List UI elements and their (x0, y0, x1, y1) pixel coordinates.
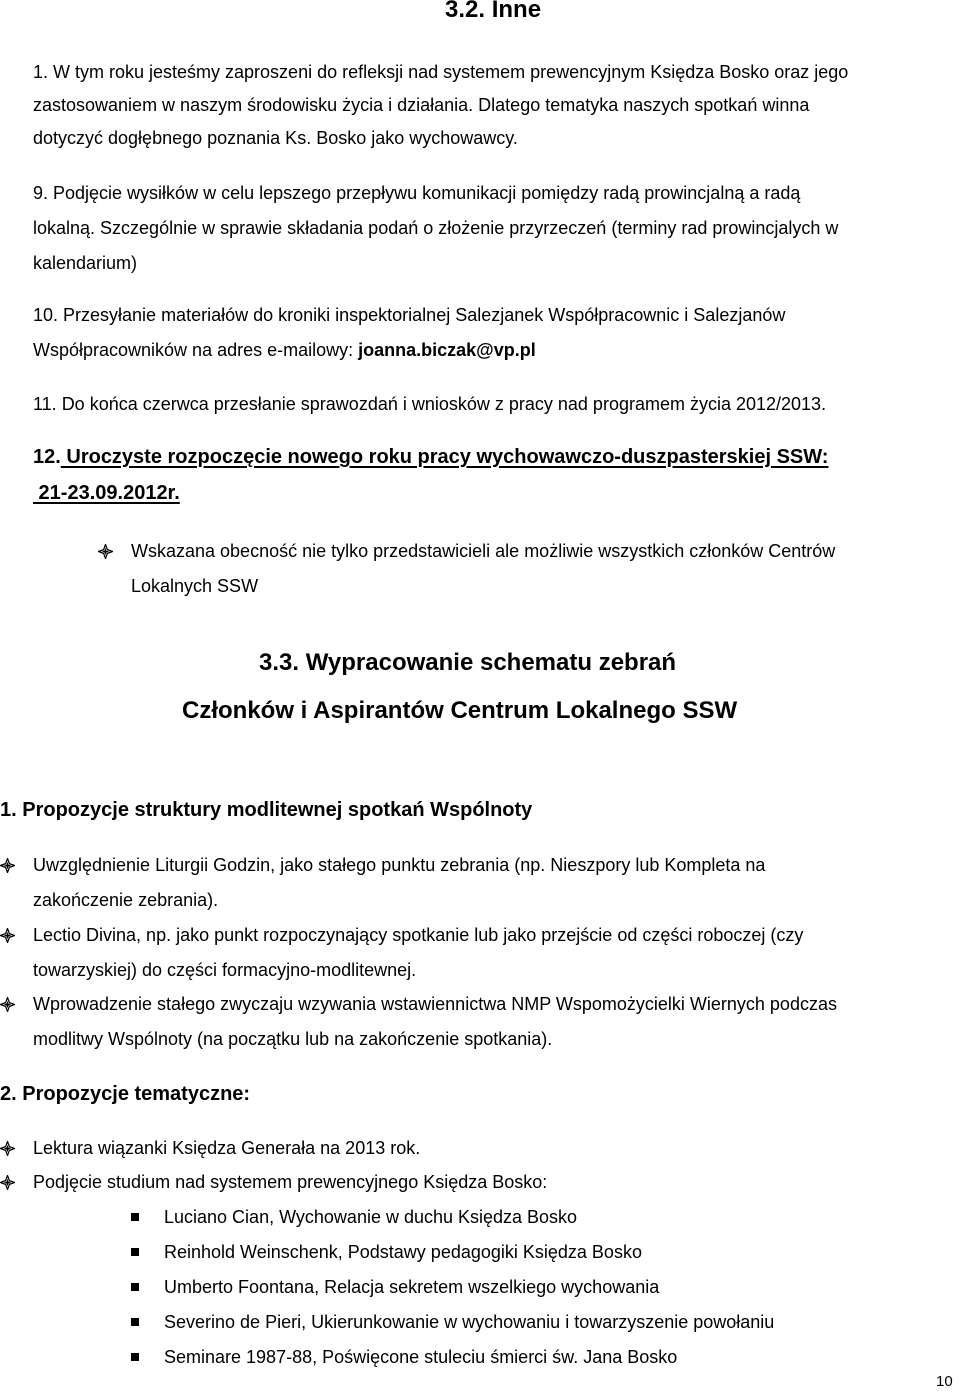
diamond-bullet-icon (0, 928, 15, 943)
book-item: Umberto Foontana, Relacja sekretem wszelkiego wychowania (164, 1277, 660, 1297)
section-33-title-line2: Członków i Aspirantów Centrum Lokalnego SSW (182, 697, 738, 724)
square-bullet-icon (131, 1318, 139, 1326)
item12-line1 (33, 440, 828, 475)
square-bullet-icon (131, 1213, 139, 1221)
prayer-bullet-1-line1: Uwzględnienie Liturgii Godzin, jako stałego punktu zebrania (np. Nieszpory lub Kompleta na (33, 855, 766, 875)
section-title: 3.2. Inne (445, 0, 542, 23)
item1-line3: dotyczyć dogłębnego poznania Ks. Bosko jako wychowawcy. (33, 128, 518, 148)
item9-line3: kalendarium) (33, 253, 138, 273)
diamond-bullet-icon (0, 858, 15, 873)
square-bullet-icon (131, 1283, 139, 1291)
note-line1: Wskazana obecność nie tylko przedstawicieli ale możliwie wszystkich członków Centrów (131, 541, 836, 561)
item10-line1: 10. Przesyłanie materiałów do kroniki inspektorialnej Salezjanek Współpracownic i Salezjanów (33, 305, 786, 325)
prayer-bullet-2-line2: towarzyskiej) do części formacyjno-modlitewnej. (33, 960, 417, 980)
sub2-heading: 2. Propozycje tematyczne: (0, 1083, 251, 1105)
book-item: Luciano Cian, Wychowanie w duchu Księdza Bosko (164, 1207, 578, 1227)
item9-line2: lokalną. Szczególnie w sprawie składania podań o złożenie przyrzeczeń (terminy rad prowincjalych w (33, 218, 839, 238)
diamond-bullet-icon (98, 544, 113, 559)
item1-line2: zastosowaniem w naszym środowisku życia i działania. Dlatego tematyka naszych spotkań winna (33, 95, 810, 115)
square-bullet-icon (131, 1353, 139, 1361)
prayer-bullet-3-line2: modlitwy Wspólnoty (na początku lub na zakończenie spotkania). (33, 1029, 553, 1049)
prayer-bullet-2-line1: Lectio Divina, np. jako punkt rozpoczynający spotkanie lub jako przejście od części roboczej (czy (33, 925, 804, 945)
diamond-bullet-icon (0, 997, 15, 1012)
item10-line2 (33, 333, 536, 368)
page-number: 10 (936, 1373, 953, 1390)
book-item: Seminare 1987-88, Poświęcone stuleciu śmierci św. Jana Bosko (164, 1347, 678, 1367)
item12-date: 21-23.09.2012r. (33, 482, 180, 504)
topic-bullet-2: Podjęcie studium nad systemem prewencyjnego Księdza Bosko: (33, 1172, 548, 1192)
item12-number: 12. (33, 446, 61, 468)
item9-line1: 9. Podjęcie wysiłków w celu lepszego przepływu komunikacji pomiędzy radą prowincjalną a radą (33, 183, 801, 203)
item12-heading: Uroczyste rozpoczęcie nowego roku pracy wychowawczo-duszpasterskiej SSW: (60, 446, 829, 468)
section-33-title-line1: 3.3. Wypracowanie schematu zebrań (259, 649, 677, 676)
note-line2: Lokalnych SSW (131, 576, 259, 596)
diamond-bullet-icon (0, 1141, 15, 1156)
item10-line2-text: Współpracowników na adres e-mailowy: (33, 340, 359, 360)
diamond-bullet-icon (0, 1175, 15, 1190)
item1-line1: 1. W tym roku jesteśmy zaproszeni do refleksji nad systemem prewencyjnym Księdza Bosko oraz jego (33, 62, 849, 82)
book-item: Severino de Pieri, Ukierunkowanie w wychowaniu i towarzyszenie powołaniu (164, 1312, 775, 1332)
email-address[interactable]: joanna.biczak@vp.pl (358, 340, 536, 360)
prayer-bullet-1-line2: zakończenie zebrania). (33, 890, 219, 910)
topic-bullet-1: Lektura wiązanki Księdza Generała na 2013 rok. (33, 1138, 421, 1158)
sub1-heading: 1. Propozycje struktury modlitewnej spotkań Wspólnoty (0, 799, 533, 821)
prayer-bullet-3-line1: Wprowadzenie stałego zwyczaju wzywania wstawiennictwa NMP Wspomożycielki Wiernych podczas (33, 994, 837, 1014)
square-bullet-icon (131, 1248, 139, 1256)
book-item: Reinhold Weinschenk, Podstawy pedagogiki Księdza Bosko (164, 1242, 642, 1262)
item11: 11. Do końca czerwca przesłanie sprawozdań i wniosków z pracy nad programem życia 2012/2013. (33, 394, 827, 414)
